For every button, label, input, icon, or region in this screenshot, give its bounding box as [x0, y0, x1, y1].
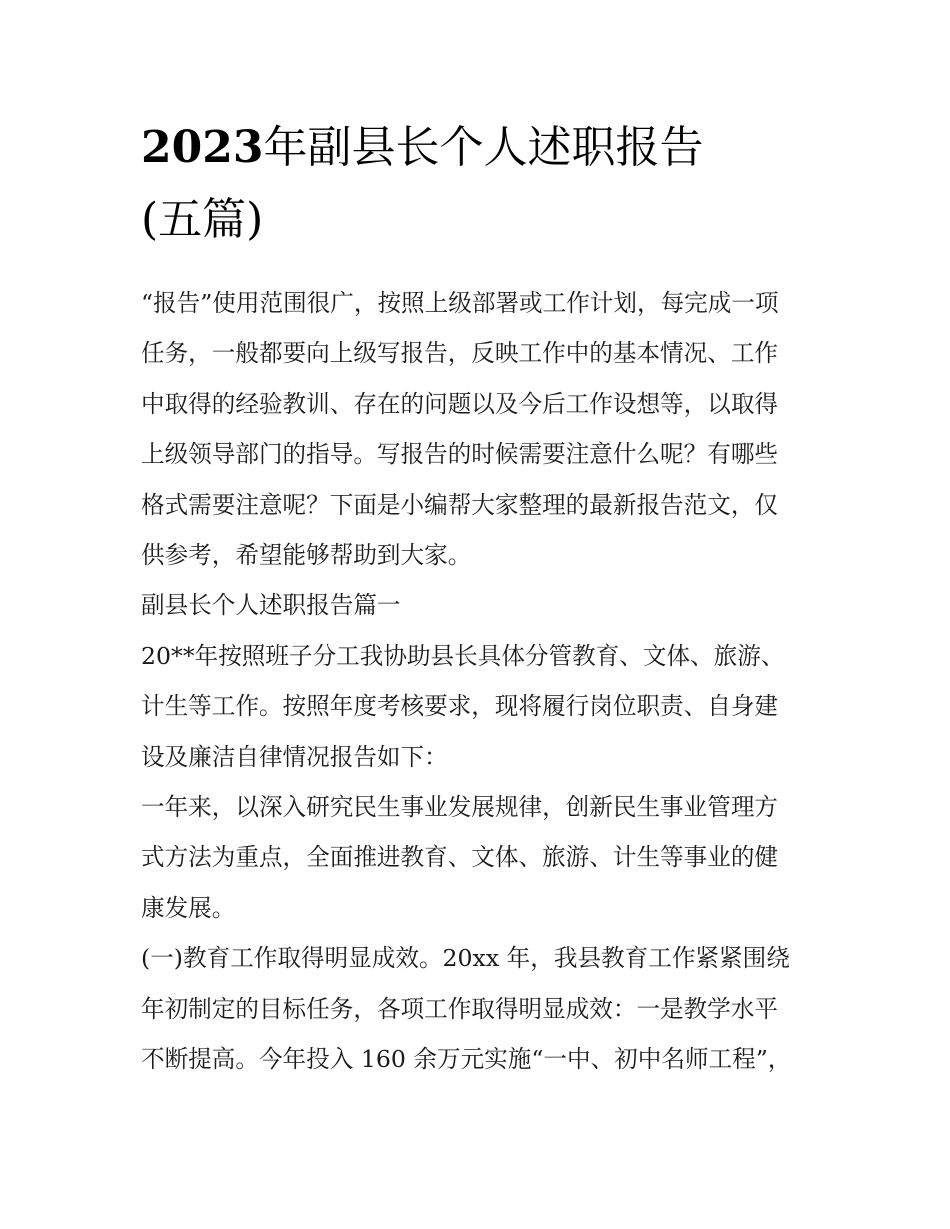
text-line: 康发展。	[141, 893, 236, 922]
body-paragraph	[141, 631, 813, 782]
body-paragraph	[141, 782, 813, 933]
text-line: 设及廉洁自律情况报告如下：	[141, 742, 448, 771]
text-line: “报告”使用范围很广，按照上级部署或工作计划，每完成一项	[141, 289, 779, 317]
text-line: 中取得的经验教训、存在的问题以及今后工作设想等，以取得	[141, 389, 779, 418]
text-line: 不断提高。今年投入 160 余万元实施“一中、初中名师工程”，	[141, 1045, 792, 1074]
text-line: 一年来，以深入研究民生事业发展规律，创新民生事业管理方	[141, 793, 779, 822]
text-line: 年初制定的目标任务，各项工作取得明显成效：一是教学水平	[141, 994, 779, 1023]
document-content	[141, 112, 813, 1085]
intro-paragraph	[141, 278, 813, 580]
title-line-2: (五篇)	[141, 194, 264, 245]
text-line: 20**年按照班子分工我协助县长具体分管教育、文体、旅游、	[141, 641, 785, 670]
section-heading	[141, 580, 813, 630]
text-line: 格式需要注意呢？下面是小编帮大家整理的最新报告范文，仅	[141, 490, 779, 519]
body-paragraph	[141, 933, 813, 1084]
document-body	[141, 278, 813, 1085]
text-line: (一)教育工作取得明显成效。20xx 年，我县教育工作紧紧围绕	[141, 944, 790, 973]
text-line: 上级领导部门的指导。写报告的时候需要注意什么呢？有哪些	[141, 440, 779, 469]
title-text: 年副县长个人述职报告	[263, 122, 704, 173]
title-year: 2023	[141, 122, 264, 173]
document-title	[141, 112, 813, 256]
text-line: 供参考，希望能够帮助到大家。	[141, 541, 472, 570]
text-line: 任务，一般都要向上级写报告，反映工作中的基本情况、工作	[141, 339, 779, 368]
text-line: 计生等工作。按照年度考核要求，现将履行岗位职责、自身建	[141, 692, 779, 721]
text-line: 式方法为重点，全面推进教育、文体、旅游、计生等事业的健	[141, 843, 779, 872]
text-line: 副县长个人述职报告篇一	[141, 591, 401, 620]
title-line-1	[141, 112, 813, 184]
